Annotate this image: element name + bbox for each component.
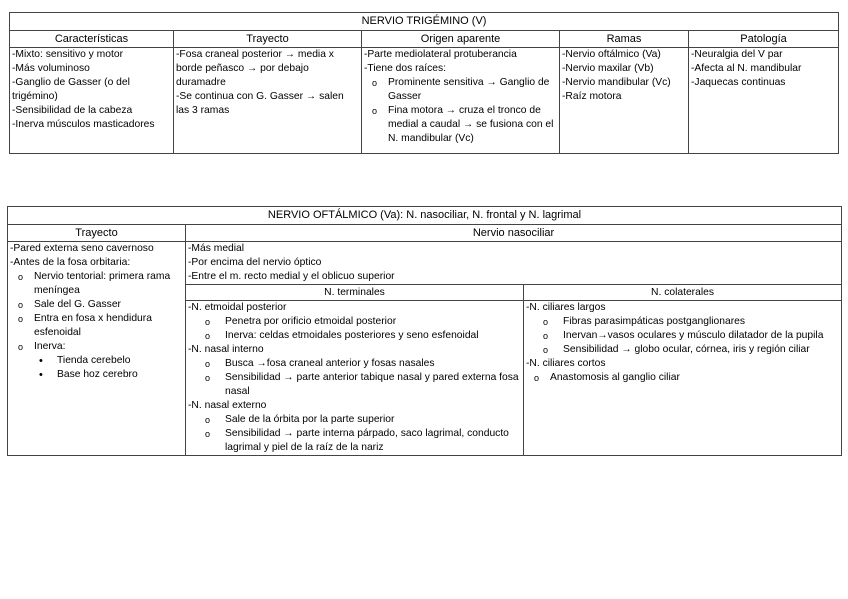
rama-item: -Nervio maxilar (Vb) bbox=[562, 63, 654, 74]
terminal-sub: o Sensibilidad → parte interna párpado, saco lagrimal, conducto lagrimal y piel de la raíz de la nariz bbox=[188, 427, 521, 455]
colateral-sub: o Sensibilidad → globo ocular, córnea, iris y región ciliar bbox=[526, 343, 839, 357]
nasociliar-item: -Más medial bbox=[188, 243, 245, 254]
header-nasociliar: Nervio nasociliar bbox=[186, 225, 842, 242]
patologia-item: -Neuralgia del V par bbox=[691, 49, 783, 60]
header-caracteristicas: Características bbox=[10, 31, 174, 48]
terminal-sub: o Sensibilidad → parte anterior tabique nasal y pared externa fosa nasal bbox=[188, 371, 521, 399]
trayecto-oftalmico-item: -Pared externa seno cavernoso bbox=[10, 243, 154, 254]
trayecto-oftalmico-bullet: • Tienda cerebelo bbox=[10, 354, 183, 368]
oftalmico-table bbox=[7, 206, 842, 456]
terminal-nerve: -N. nasal externo bbox=[188, 400, 267, 411]
header-origen: Origen aparente bbox=[362, 31, 560, 48]
origen-item: -Parte mediolateral protuberancia bbox=[364, 49, 517, 60]
trayecto-oftalmico-item: -Antes de la fosa orbitaria: bbox=[10, 257, 131, 268]
terminal-sub: o Busca →fosa craneal anterior y fosas nasales bbox=[188, 357, 521, 371]
patologia-item: -Jaquecas continuas bbox=[691, 77, 786, 88]
rama-item: -Nervio oftálmico (Va) bbox=[562, 49, 661, 60]
origen-cell bbox=[362, 48, 560, 154]
terminal-sub: o Penetra por orificio etmoidal posterior bbox=[188, 315, 521, 329]
nasociliar-item: -Por encima del nervio óptico bbox=[188, 257, 322, 268]
header-patologia: Patología bbox=[689, 31, 839, 48]
caracteristica-item: -Inerva músculos masticadores bbox=[12, 119, 155, 130]
trayecto-oftalmico-bullet: • Base hoz cerebro bbox=[10, 368, 183, 382]
colaterales-cell bbox=[524, 301, 842, 456]
header-ramas: Ramas bbox=[560, 31, 689, 48]
caracteristica-item: -Sensibilidad de la cabeza bbox=[12, 105, 133, 116]
nasociliar-item: -Entre el m. recto medial y el oblicuo superior bbox=[188, 271, 395, 282]
patologia-item: -Afecta al N. mandibular bbox=[691, 63, 802, 74]
oftalmico-title: NERVIO OFTÁLMICO (Va): N. nasociliar, N. frontal y N. lagrimal bbox=[8, 207, 842, 225]
colateral-nerve: -N. ciliares largos bbox=[526, 302, 606, 313]
trayecto-cell bbox=[174, 48, 362, 154]
colateral-sub: o Anastomosis al ganglio ciliar bbox=[526, 371, 839, 385]
header-trayecto: Trayecto bbox=[174, 31, 362, 48]
rama-item: -Nervio mandibular (Vc) bbox=[562, 77, 671, 88]
terminales-cell bbox=[186, 301, 524, 456]
rama-item: -Raíz motora bbox=[562, 91, 622, 102]
header-trayecto-oftalmico: Trayecto bbox=[8, 225, 186, 242]
terminal-nerve: -N. nasal interno bbox=[188, 344, 264, 355]
trayecto-item: -Se continua con G. Gasser → salen las 3 ramas bbox=[176, 91, 344, 116]
origen-item: -Tiene dos raíces: bbox=[364, 63, 447, 74]
caracteristica-item: -Más voluminoso bbox=[12, 63, 90, 74]
terminal-sub: o Sale de la órbita por la parte superior bbox=[188, 413, 521, 427]
trigemino-table bbox=[9, 12, 839, 154]
trayecto-oftalmico-sub: o Inerva: bbox=[10, 340, 183, 354]
terminal-nerve: -N. etmoidal posterior bbox=[188, 302, 287, 313]
caracteristica-item: -Mixto: sensitivo y motor bbox=[12, 49, 124, 60]
caracteristicas-cell bbox=[10, 48, 174, 154]
trayecto-oftalmico-sub: o Sale del G. Gasser bbox=[10, 298, 183, 312]
ramas-cell bbox=[560, 48, 689, 154]
header-terminales: N. terminales bbox=[186, 285, 524, 301]
origen-sub-item: o Prominente sensitiva → Ganglio de Gasser bbox=[364, 76, 557, 104]
header-colaterales: N. colaterales bbox=[524, 285, 842, 301]
patologia-cell bbox=[689, 48, 839, 154]
terminal-sub: o Inerva: celdas etmoidales posteriores y seno esfenoidal bbox=[188, 329, 521, 343]
colateral-nerve: -N. ciliares cortos bbox=[526, 358, 606, 369]
caracteristica-item: -Ganglio de Gasser (o del trigémino) bbox=[12, 77, 130, 102]
nasociliar-cell bbox=[186, 242, 842, 285]
colateral-sub: o Fibras parasimpáticas postganglionares bbox=[526, 315, 839, 329]
colateral-sub: o Inervan→vasos oculares y músculo dilatador de la pupila bbox=[526, 329, 839, 343]
oftalmico-trayecto-cell bbox=[8, 242, 186, 456]
trayecto-oftalmico-sub: o Entra en fosa x hendidura esfenoidal bbox=[10, 312, 183, 340]
trayecto-oftalmico-sub: o Nervio tentorial: primera rama meníngea bbox=[10, 270, 183, 298]
trigemino-title: NERVIO TRIGÉMINO (V) bbox=[10, 13, 839, 31]
origen-sub-item: o Fina motora → cruza el tronco de medial a caudal → se fusiona con el N. mandibular (Vc) bbox=[364, 104, 557, 146]
trayecto-item: -Fosa craneal posterior → media x borde peñasco → por debajo duramadre bbox=[176, 49, 334, 88]
